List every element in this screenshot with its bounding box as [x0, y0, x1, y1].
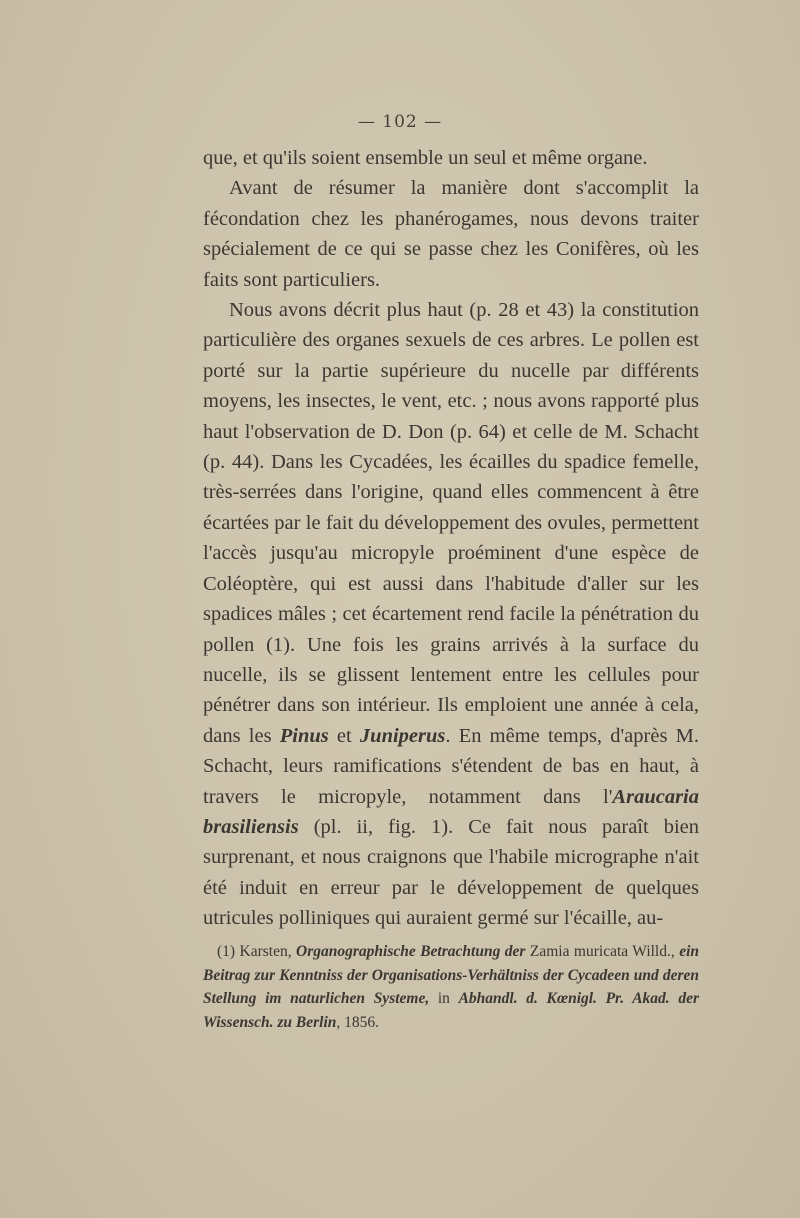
footnote — [203, 940, 699, 1034]
text-run: . En même temps, d'après M. Schacht, leurs ramifications s'étendent de bas en haut, à travers le micropyle, notamment dans l' — [203, 724, 699, 808]
text-run: et — [328, 724, 360, 747]
text-run: in — [429, 990, 459, 1007]
italic-text: Juniperus — [359, 724, 446, 747]
text-run: Zamia muricata Willd., — [525, 943, 680, 960]
italic-text: Araucaria brasiliensis — [203, 785, 699, 838]
italic-text: Abhandl. d. Kœnigl. Pr. Akad. der Wissensch. zu Berlin — [203, 990, 699, 1031]
italic-text: ein Beitrag zur Kenntniss der Organisations-Verhältniss der Cycadeen und deren Stellung im naturlichen Systeme, — [203, 943, 699, 1007]
text-run: que, et qu'ils soient ensemble un seul et même organe. — [203, 147, 648, 169]
paragraph — [203, 295, 699, 934]
page-number: — 102 — — [357, 112, 443, 132]
text-run: Avant de résumer la manière dont s'accomplit la fécondation chez les phanérogames, nous devons traiter spécialement de ce qui se passe chez les Conifères, où les faits sont particuliers. — [203, 177, 699, 291]
text-run: (1) Karsten, — [217, 943, 297, 960]
text-run: (pl. ii, fig. 1). Ce fait nous paraît bien surprenant, et nous craignons que l'habile micrographe n'ait été induit en erreur par le développement de quelques utricules polliniques qui auraient germé sur l'écaille, au- — [203, 815, 699, 930]
main-text — [203, 143, 699, 934]
paragraph — [203, 143, 699, 173]
text-run: , 1856. — [336, 1013, 379, 1031]
italic-text: Pinus — [279, 724, 329, 747]
paragraph — [203, 173, 699, 295]
text-run: Nous avons décrit plus haut (p. 28 et 43) la constitution particulière des organes sexuels de ces arbres. Le pollen est porté sur la partie supérieure du nucelle par différents moyens, les insectes, le vent, etc. ; nous avons rapporté plus haut l'observation de D. Don (p. 64) et celle de M. Schacht (p. 44). Dans les Cycadées, les écailles du spadice femelle, très-serrées dans l'origine, quand elles commencent à être écartées par le fait du développement des ovules, permettent l'accès jusqu'au micropyle proéminent d'une espèce de Coléoptère, qui est aussi dans l'habitude d'aller sur les spadices mâles ; cet écartement rend facile la pénétration du pollen (1). Une fois les grains arrivés à la surface du nucelle, ils se glissent lentement entre les cellules pour pénétrer dans son intérieur. Ils emploient une année à cela, dans les — [203, 299, 699, 747]
footnote-paragraph — [203, 940, 699, 1034]
italic-text: Organographische Betrachtung der — [296, 943, 526, 960]
